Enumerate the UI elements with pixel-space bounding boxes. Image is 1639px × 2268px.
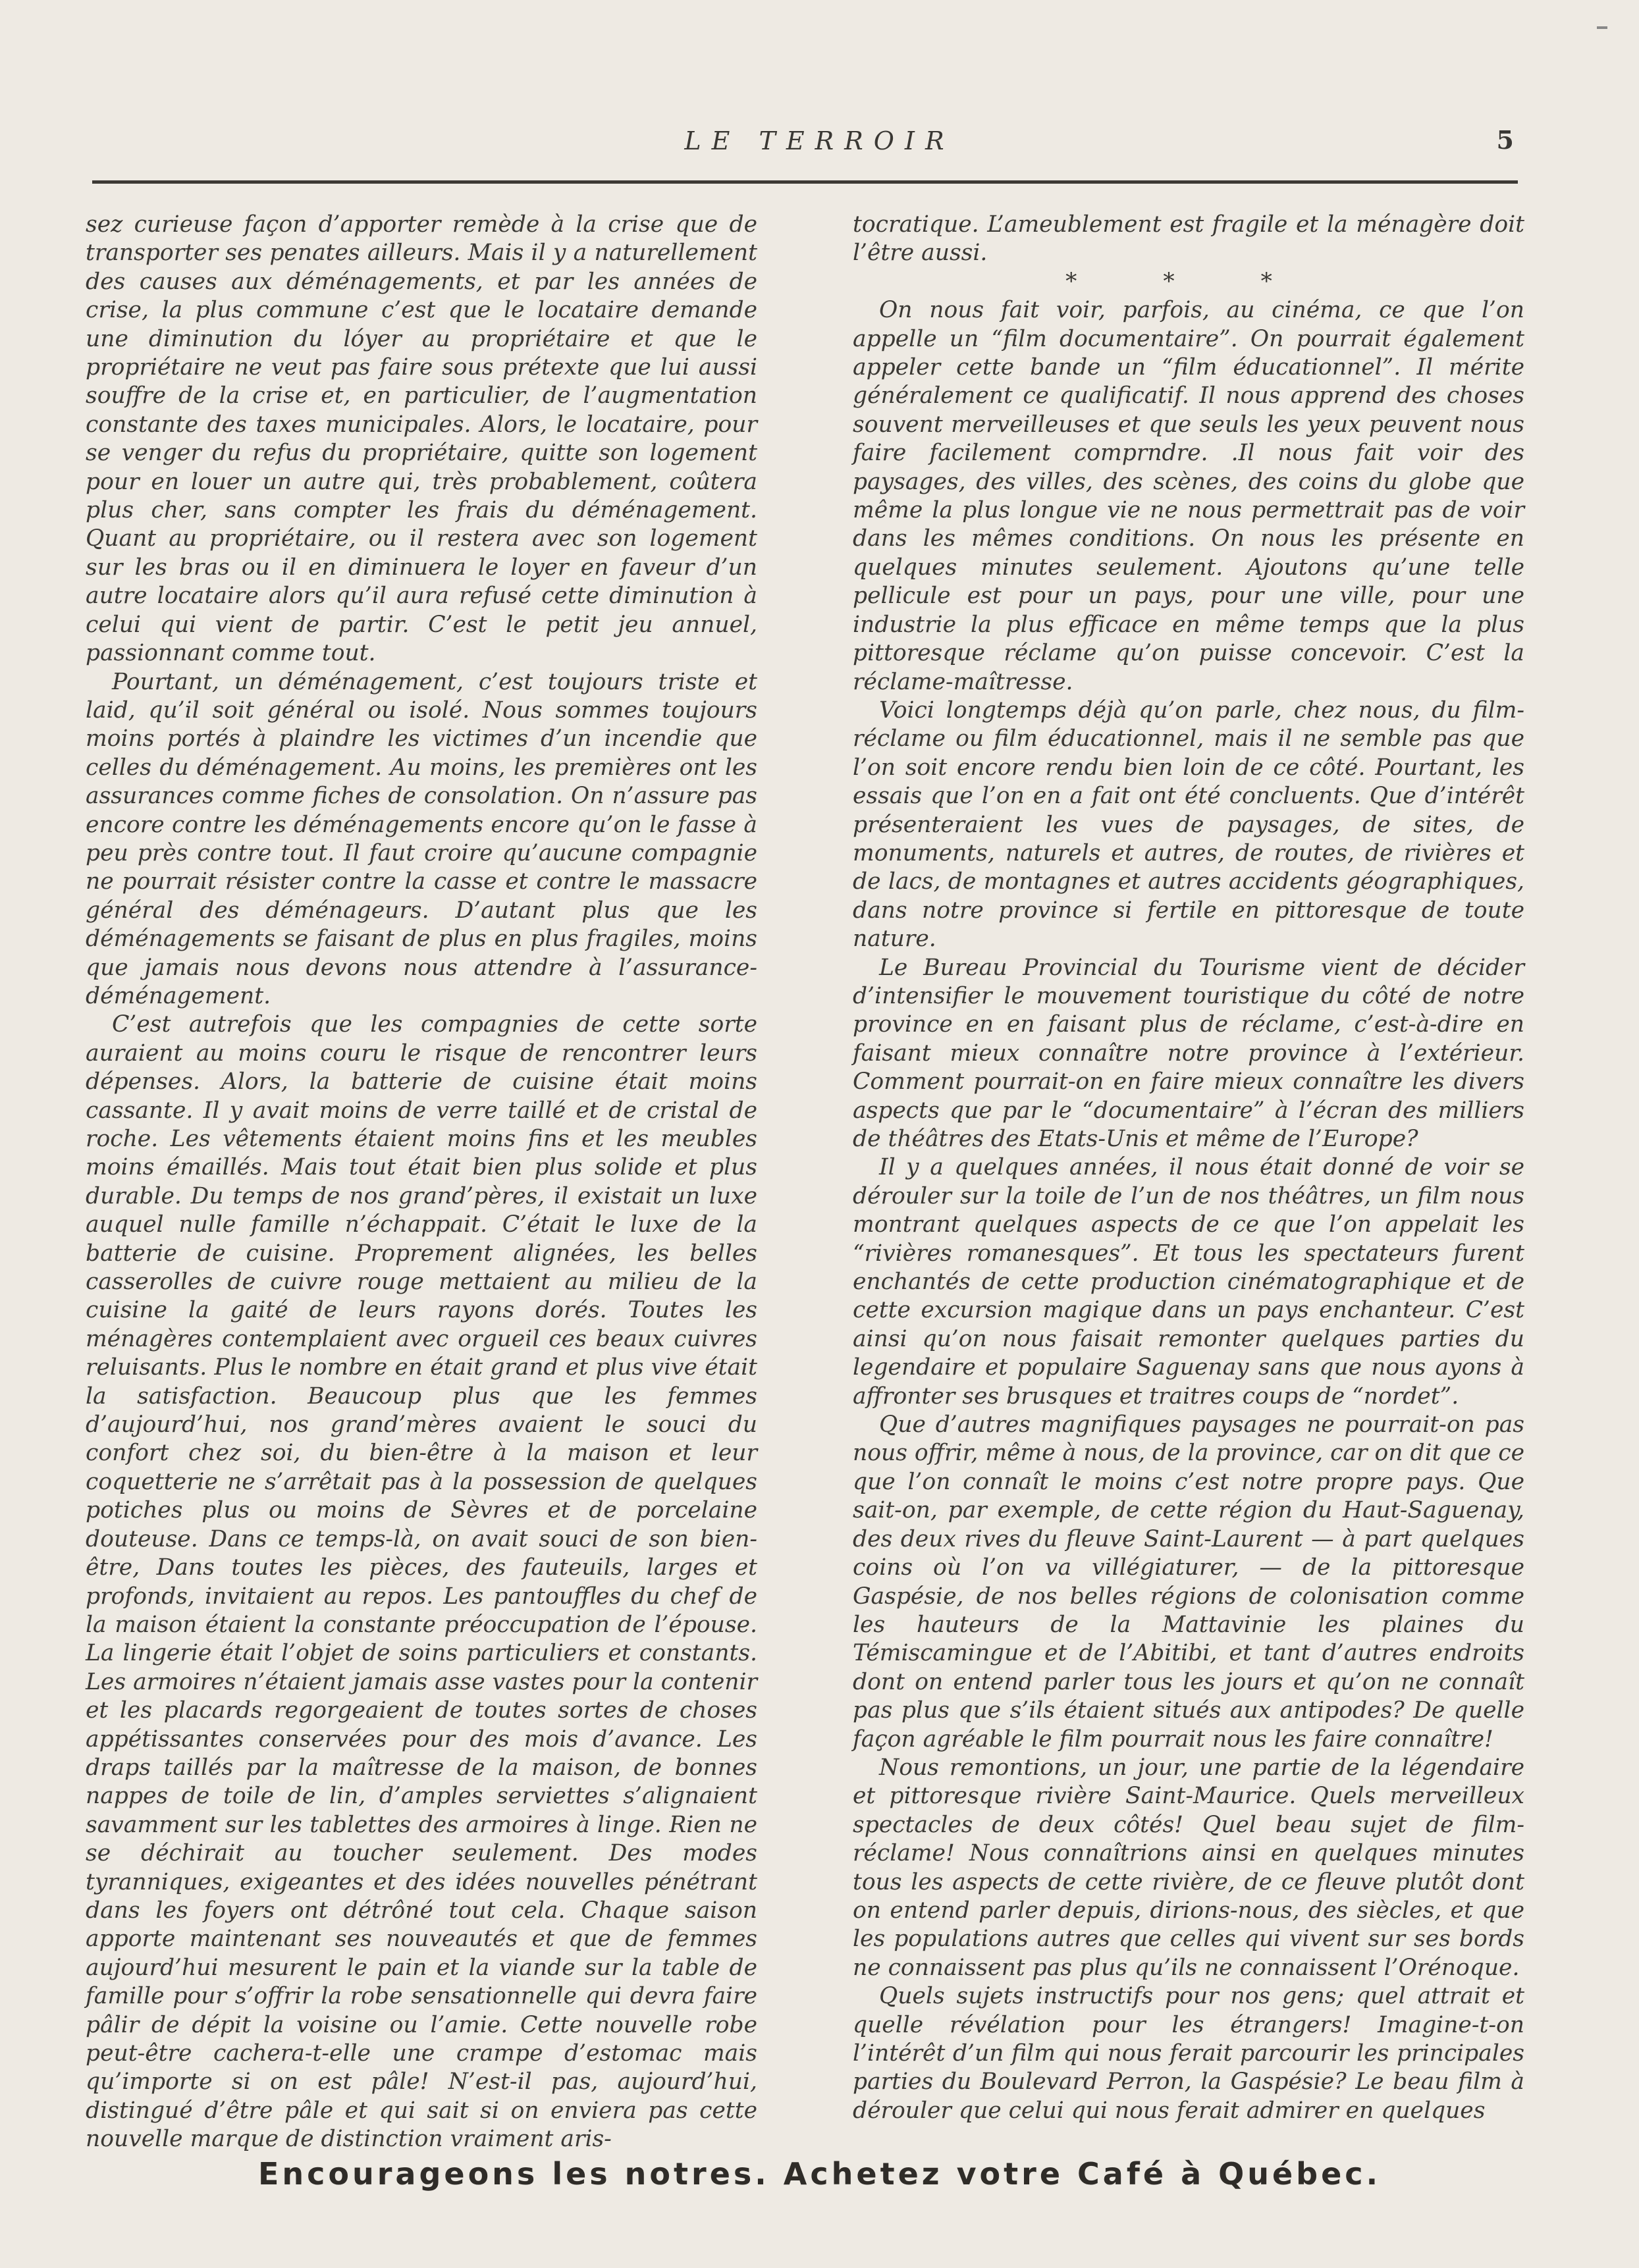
paragraph: Le Bureau Provincial du Tourisme vient de décider d’intensifier le mouvement touristique du côté de notre province en en faisant plus de réclame, c’est-à-dire en faisant mieux connaître notre province à l’extérieur. Comment pourrait-on en faire mieux connaître les divers aspects que par le “documentaire” à l’écran des milliers de théâtres des Etats-Unis et même de l’Europe? [853, 954, 1524, 1152]
footer-slogan: Encourageons les notres. Achetez votre Café à Québec. [257, 2156, 1382, 2192]
paragraph: C’est autrefois que les compagnies de cette sorte auraient au moins couru le risque de rencontrer leurs dépenses. Alors, la batterie de cuisine était moins cassante. Il y avait moins de verre taillé et de cristal de roche. Les vêtements étaient moins fins et les meubles moins émaillés. Mais tout était bien plus solide et plus durable. Du temps de nos grand’pères, il existait un luxe auquel nulle famille n’échappait. C’était le luxe de la batterie de cuisine. Proprement alignées, les belles casserolles de cuivre rouge mettaient au milieu de la cuisine la gaité de leurs rayons dorés. Toutes les ménagères contemplaient avec orgueil ces beaux cuivres reluisants. Plus le nombre en était grand et plus vive était la satisfaction. Beaucoup plus que les femmes d’aujourd’hui, nos grand’mères avaient le souci du confort chez soi, du bien-être à la maison et leur coquetterie ne s’arrêtait pas à la possession de quelques potiches plus ou moins de Sèvres et de porcelaine douteuse. Dans ce temps-là, on avait souci de son bien-être, Dans toutes les pièces, des fauteuils, larges et profonds, invitaient au repos. Les pantouffles du chef de la maison étaient la constante préoccupation de l’épouse. La lingerie était l’objet de soins particuliers et constants. Les armoires n’étaient jamais asse vastes pour la contenir et les placards regorgeaient de toutes sortes de choses appétissantes conservées pour des mois d’avance. Les draps taillés par la maîtresse de la maison, de bonnes nappes de toile de lin, d’amples serviettes s’alignaient savamment sur les tablettes des armoires à linge. Rien ne se déchirait au toucher seulement. Des modes tyranniques, exigeantes et des idées nouvelles pénétrant dans les foyers ont détrôné tout cela. Chaque saison apporte maintenant ses nouveautés et que de femmes aujourd’hui mesurent le pain et la viande sur la table de famille pour s’offrir la robe sensationnelle qui devra faire pâlir de dépit la voisine ou l’amie. Cette nouvelle robe peut-être cachera-t-elle une crampe d’estomac mais qu’importe si on est pâle! N’est-il pas, aujourd’hui, distingué d’être pâle et qui sait si on enviera pas cette nouvelle marque de distinction vraiment aris- [86, 1011, 757, 2153]
paragraph: On nous fait voir, parfois, au cinéma, ce que l’on appelle un “film documentaire”. On pourrait également appeler cette bande un “film éducationnel”. Il mérite généralement ce qualificatif. Il nous apprend des choses souvent merveilleuses et que seuls les yeux peuvent nous faire facilement comprndre. .Il nous fait voir des paysages, des villes, des scènes, des coins du globe que même la plus longue vie ne nous permettrait pas de voir dans les mêmes conditions. On nous les présente en quelques minutes seulement. Ajoutons qu’une telle pellicule est pour un pays, pour une ville, pour une industrie la plus efficace en même temps que la plus pittoresque réclame qu’on puisse concevoir. C’est la réclame-maîtresse. [853, 297, 1524, 695]
paragraph: Voici longtemps déjà qu’on parle, chez nous, du film-réclame ou film éducationnel, mais il ne semble pas que l’on soit encore rendu bien loin de ce côté. Pourtant, les essais que l’on en a fait ont été concluents. Que d’intérêt présenteraient les vues de paysages, de sites, de monuments, naturels et autres, de routes, de rivières et de lacs, de montagnes et autres accidents géographiques, dans notre province si fertile en pittoresque de toute nature. [853, 697, 1524, 953]
page-number: 5 [1496, 125, 1514, 155]
header-rule [92, 180, 1518, 184]
paragraph: Pourtant, un déménagement, c’est toujours triste et laid, qu’il soit général ou isolé. Nous sommes toujours moins portés à plaindre les victimes d’un incendie que celles du déménagement. Au moins, les premières ont les assurances comme fiches de consolation. On n’assure pas encore contre les déménagements encore qu’on le fasse à peu près contre tout. Il faut croire qu’aucune compagnie ne pourrait résister contre la casse et contre le massacre général des déménageurs. D’autant plus que les déménagements se faisant de plus en plus fragiles, moins que jamais nous devons nous attendre à l’assurance-déménagement. [86, 668, 757, 1009]
paragraph: Quels sujets instructifs pour nos gens; quel attrait et quelle révélation pour les étrangers! Imagine-t-on l’intérêt d’un film qui nous ferait parcourir les principales parties du Boulevard Perron, la Gaspésie? Le beau film à dérouler que celui qui nous ferait admirer en quelques [853, 1983, 1524, 2124]
paragraph: Nous remontions, un jour, une partie de la légendaire et pittoresque rivière Saint-Maurice. Quels merveilleux spectacles de deux côtés! Quel beau sujet de film-réclame! Nous connaîtrions ainsi en quelques minutes tous les aspects de cette rivière, de ce fleuve plutôt dont on entend parler depuis, dirions-nous, des siècles, et que les populations autres que celles qui vivent sur ses bords ne connaissent pas plus qu’ils ne connaissent l’Orénoque. [853, 1754, 1524, 1981]
left-column [86, 211, 757, 2154]
paragraph: sez curieuse façon d’apporter remède à la crise que de transporter ses penates ailleurs. Mais il y a naturellement des causes aux déménagements, et par les années de crise, la plus commune c’est que le locataire demande une diminution du lóyer au propriétaire et que le propriétaire ne veut pas faire sous prétexte que lui aussi souffre de la crise et, en particulier, de l’augmentation constante des taxes municipales. Alors, le locataire, pour se venger du refus du propriétaire, quitte son logement pour en louer un autre qui, très probablement, coûtera plus cher, sans compter les frais du déménagement. Quant au propriétaire, ou il restera avec son logement sur les bras ou il en diminuera le loyer en faveur d’un autre locataire alors qu’il aura refusé cette diminution à celui qui vient de partir. C’est le petit jeu annuel, passionnant comme tout. [86, 211, 757, 667]
right-column [853, 211, 1524, 2125]
paragraph: Il y a quelques années, il nous était donné de voir se dérouler sur la toile de l’un de nos théâtres, un film nous montrant quelques aspects de ce que l’on appelait les “rivières romanesques”. Et tous les spectateurs furent enchantés de cette production cinématographique et de cette excursion magique dans un pays enchanteur. C’est ainsi qu’on nous faisait remonter quelques parties du legendaire et populaire Saguenay sans que nous ayons à affronter ses brusques et traitres coups de “nordet”. [853, 1154, 1524, 1410]
paragraph: tocratique. L’ameublement est fragile et la ménagère doit l’être aussi. [853, 211, 1524, 267]
running-title: LE TERROIR [684, 126, 955, 155]
corner-mark [1597, 26, 1607, 29]
section-separator: * * * [1065, 268, 1312, 295]
paragraph: Que d’autres magnifiques paysages ne pourrait-on pas nous offrir, même à nous, de la province, car on dit que ce que l’on connaît le moins c’est notre propre pays. Que sait-on, par exemple, de cette région du Haut-Saguenay, des deux rives du fleuve Saint-Laurent — à part quelques coins où l’on va villégiaturer, — de la pittoresque Gaspésie, de nos belles régions de colonisation comme les hauteurs de la Mattavinie les plaines du Témiscamingue et de l’Abitibi, et tant d’autres endroits dont on entend parler tous les jours et qu’on ne connaît pas plus que s’ils étaient situés aux antipodes? De quelle façon agréable le film pourrait nous les faire connaître! [853, 1411, 1524, 1753]
